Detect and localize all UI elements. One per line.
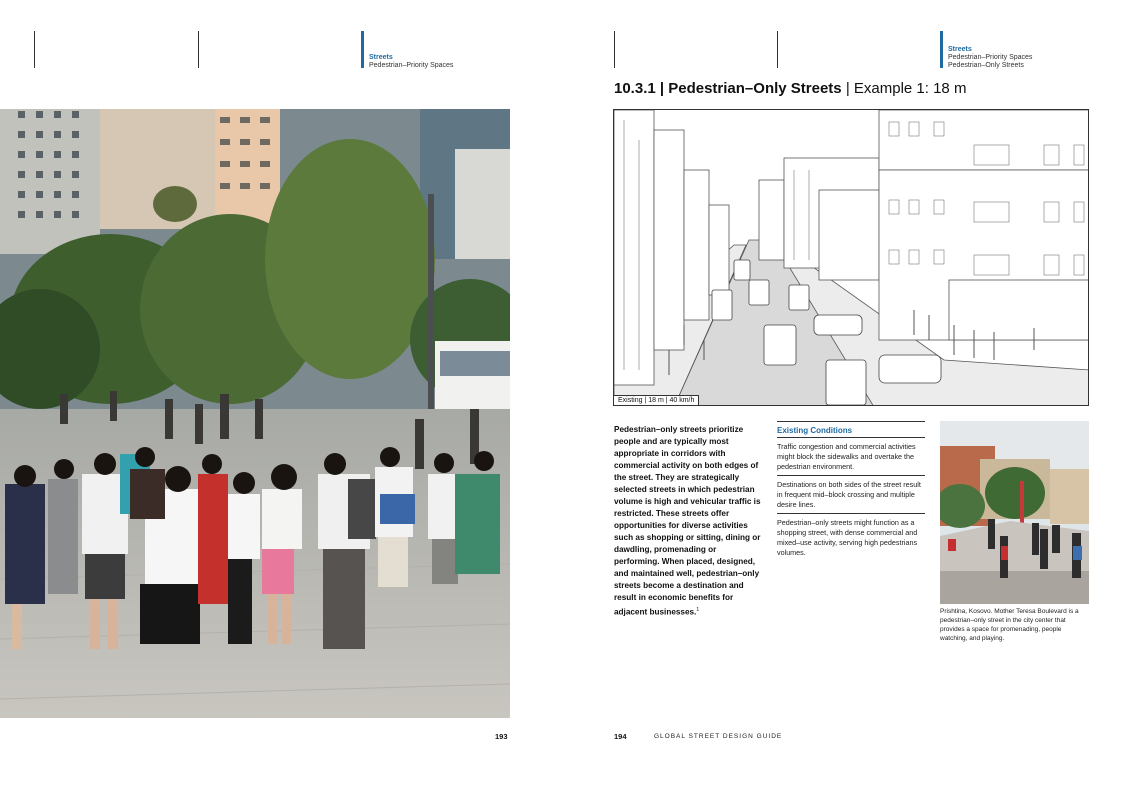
section-category: Streets (948, 46, 972, 53)
street-sketch (614, 110, 1089, 406)
photo-caption: Prishtina, Kosovo. Mother Teresa Boulevard is a pedestrian–only street in the city center that provides a space for promenading, people watching, and playing. (940, 608, 1079, 642)
section-subcategory: Pedestrian–Priority Spaces (948, 54, 1033, 61)
right-section-header (940, 31, 1032, 68)
intro-paragraph (614, 424, 764, 619)
title-main: 10.3.1 | Pedestrian–Only Streets (614, 80, 842, 97)
prishtina-photo (940, 421, 1089, 604)
title-example: | Example 1: 18 m (841, 80, 967, 97)
section-category: Streets (369, 54, 393, 61)
intro-text: Pedestrian–only streets prioritize people and are typically most appropriate in corridors with commercial activity on both edges of the street. They are strategically selected streets in which pedestrian volume is high and vehicular traffic is restricted. These streets offer opportunities for diverse activities such as shopping or sitting, dining or dawdling, promenading or performing. When placed, designed, and maintained well, pedestrian–only streets become a destination and result in economic benefits for adjacent businesses. (614, 425, 761, 617)
street-illustration (613, 109, 1089, 406)
section-subsection: Pedestrian–Only Streets (948, 62, 1024, 69)
header-rule (34, 31, 35, 68)
header-rule (198, 31, 199, 68)
condition-item: Traffic congestion and commercial activities might block the sidewalks and overtake the pedestrian environment. (777, 438, 925, 476)
prishtina-photo-image (940, 421, 1089, 604)
condition-item: Pedestrian–only streets might function as a shopping street, with dense commercial and mixed–use activity, serving high pedestrians volumes. (777, 518, 918, 557)
page-number-left: 193 (495, 732, 508, 741)
existing-conditions-panel (777, 421, 925, 561)
footnote-marker: 1 (696, 607, 700, 613)
condition-item: Destinations on both sides of the street result in frequent mid–block crossing and multiple desire lines. (777, 476, 925, 514)
plaza-photo-image (0, 109, 510, 718)
existing-conditions-title: Existing Conditions (777, 421, 925, 438)
page-number-right: 194 (614, 732, 627, 741)
illustration-caption: Existing | 18 m | 40 km/h (614, 395, 699, 405)
plaza-photo (0, 109, 510, 718)
left-section-header (361, 31, 453, 68)
header-rule (777, 31, 778, 68)
page-title (614, 80, 966, 97)
section-subcategory: Pedestrian–Priority Spaces (369, 62, 454, 69)
header-rule (614, 31, 615, 68)
footer-book-title: GLOBAL STREET DESIGN GUIDE (654, 733, 783, 740)
